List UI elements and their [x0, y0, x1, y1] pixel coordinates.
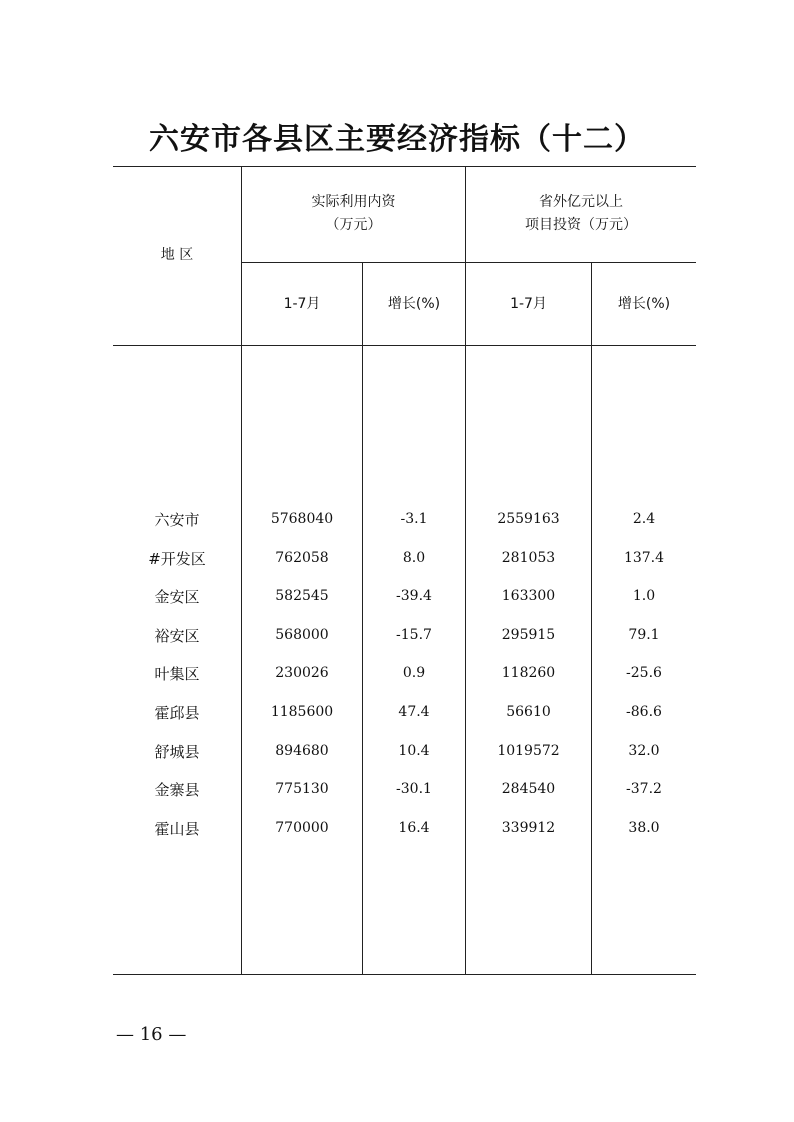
domestic-growth-cell: 16.4 — [398, 820, 430, 836]
domestic-growth-cell: -15.7 — [396, 627, 432, 643]
project-investment-title: 省外亿元以上 — [539, 194, 623, 210]
project-investment-cell: 281053 — [501, 550, 556, 566]
project-investment-cell: 295915 — [501, 627, 556, 643]
page-title: 六安市各县区主要经济指标（十二） — [149, 122, 645, 157]
domestic-capital-cell: 762058 — [275, 550, 329, 566]
domestic-capital-cell: 1185600 — [270, 704, 334, 720]
domestic-growth-cell: -3.1 — [400, 511, 428, 527]
region-cell: 霍邱县 — [154, 703, 200, 722]
table-row — [113, 500, 696, 538]
project-growth-cell: 79.1 — [628, 627, 660, 643]
table-row — [113, 770, 696, 808]
domestic-capital-cell: 582545 — [275, 588, 329, 604]
project-growth-cell: 137.4 — [623, 550, 665, 566]
domestic-capital-header — [242, 166, 465, 262]
project-investment-header — [466, 166, 696, 262]
domestic-growth-cell: 10.4 — [398, 743, 430, 759]
domestic-growth-cell: 8.0 — [402, 550, 426, 566]
domestic-capital-cell: 894680 — [275, 743, 329, 759]
project-investment-cell: 163300 — [501, 588, 556, 604]
domestic-capital-cell: 230026 — [275, 665, 329, 681]
domestic-growth-cell: -30.1 — [396, 781, 432, 797]
domestic-capital-cell: 775130 — [275, 781, 329, 797]
project-investment-cell: 284540 — [501, 781, 556, 797]
table-row — [113, 693, 696, 731]
project-investment-cell: 56610 — [506, 704, 551, 720]
table-row — [113, 654, 696, 692]
domestic-period-header: 1-7月 — [283, 295, 321, 312]
project-investment-unit: 项目投资（万元） — [525, 217, 637, 233]
project-investment-cell: 1019572 — [497, 743, 560, 759]
project-period-header: 1-7月 — [510, 295, 547, 312]
domestic-growth-cell: 0.9 — [402, 665, 426, 681]
region-cell: #开发区 — [148, 549, 206, 568]
region-header-label: 地 区 — [160, 247, 194, 263]
project-growth-cell: -86.6 — [626, 704, 662, 720]
indicator-table — [113, 166, 696, 975]
domestic-capital-unit: （万元） — [325, 217, 382, 233]
table-row — [113, 577, 696, 615]
domestic-growth-cell: 47.4 — [398, 704, 430, 720]
domestic-growth-header: 增长(%) — [387, 295, 441, 312]
table-bottom-rule — [113, 974, 696, 975]
project-growth-header: 增长(%) — [617, 295, 671, 312]
domestic-capital-cell: 5768040 — [270, 511, 334, 527]
region-cell: 舒城县 — [154, 742, 200, 761]
project-growth-cell: -25.6 — [626, 665, 662, 681]
project-growth-cell: 1.0 — [632, 588, 656, 604]
table-row — [113, 539, 696, 577]
region-cell: 霍山县 — [154, 819, 200, 838]
domestic-capital-cell: 770000 — [275, 820, 329, 836]
region-header — [113, 166, 241, 345]
page-number: — 16 — — [116, 1024, 187, 1045]
domestic-growth-cell: -39.4 — [396, 588, 432, 604]
table-row — [113, 809, 696, 847]
project-investment-cell: 339912 — [501, 820, 556, 836]
region-cell: 裕安区 — [154, 626, 200, 645]
project-investment-cell: 2559163 — [497, 511, 560, 527]
project-growth-cell: 38.0 — [628, 820, 660, 836]
table-row — [113, 616, 696, 654]
project-growth-cell: 32.0 — [628, 743, 660, 759]
project-growth-cell: -37.2 — [626, 781, 662, 797]
region-cell: 六安市 — [154, 510, 200, 529]
project-investment-cell: 118260 — [501, 665, 556, 681]
region-cell: 叶集区 — [154, 664, 200, 683]
project-growth-cell: 2.4 — [632, 511, 656, 527]
region-cell: 金寨县 — [154, 780, 200, 799]
region-cell: 金安区 — [154, 587, 200, 606]
domestic-capital-cell: 568000 — [275, 627, 329, 643]
table-row — [113, 732, 696, 770]
domestic-capital-title: 实际利用内资 — [311, 194, 396, 210]
header-bottom-rule — [113, 345, 696, 346]
